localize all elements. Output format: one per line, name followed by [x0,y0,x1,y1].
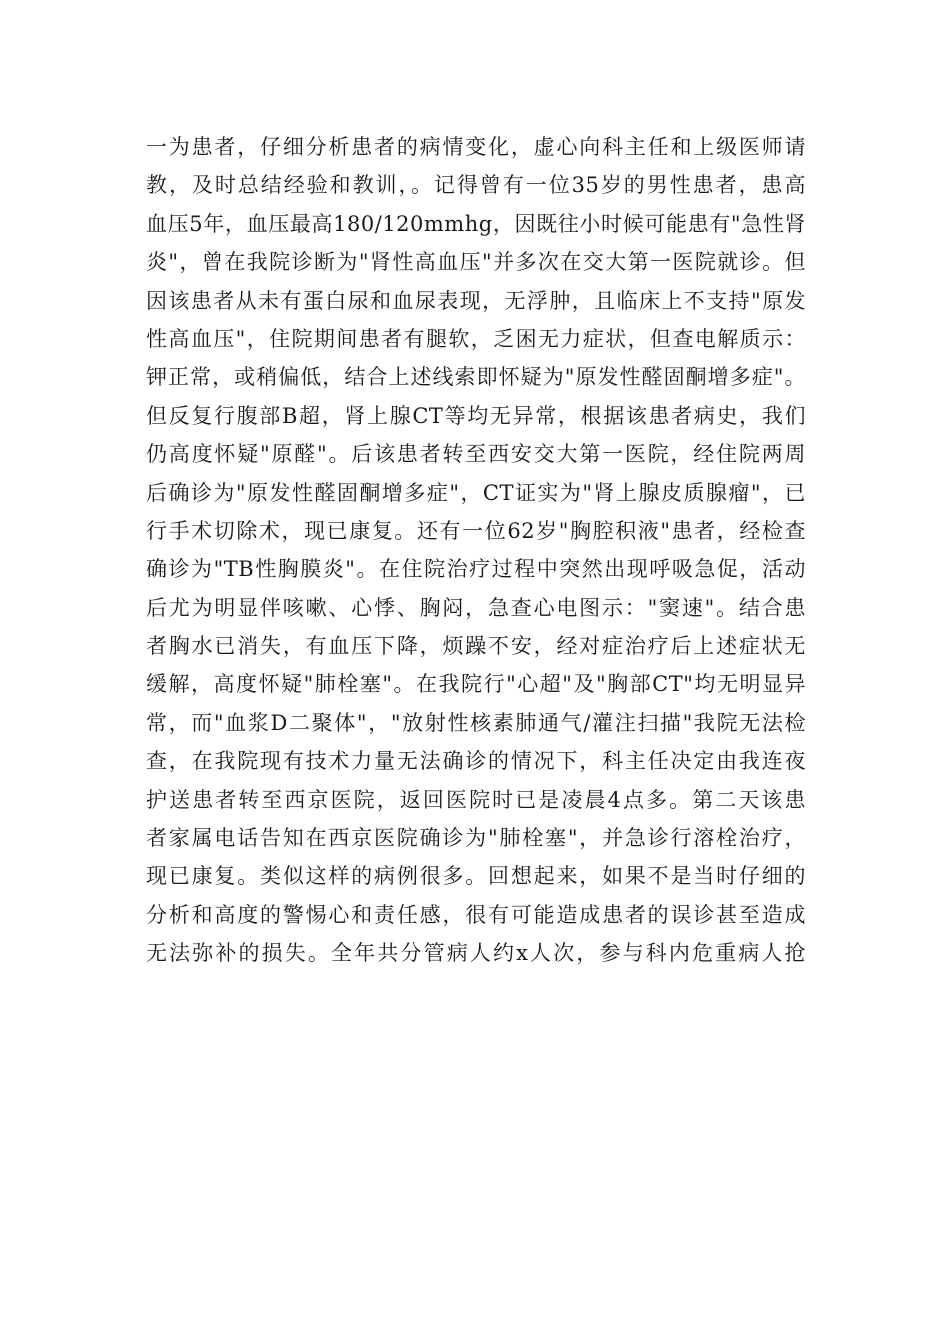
text-line: 后尤为明显伴咳嗽、心悸、胸闷，急查心电图示："窦速"。结合患 [146,595,806,620]
text-line: 者家属电话告知在西京医院确诊为"肺栓塞"，并急诊行溶栓治疗， [146,826,806,851]
text-line: 确诊为"TB性胸膜炎"。在住院治疗过程中突然出现呼吸急促，活动 [146,557,806,582]
text-line: 炎"，曾在我院诊断为"肾性高血压"并多次在交大第一医院就诊。但 [146,250,806,275]
text-line: 护送患者转至西京医院，返回医院时已是凌晨4点多。第二天该患 [146,787,806,812]
text-line: 一为患者，仔细分析患者的病情变化，虚心向科主任和上级医师请 [146,135,806,159]
text-line: 仍高度怀疑"原醛"。后该患者转至西安交大第一医院，经住院两周 [146,442,806,467]
text-line: 钾正常，或稍偏低，结合上述线索即怀疑为"原发性醛固酮增多症"。 [146,365,806,390]
text-line: 教，及时总结经验和教训，。记得曾有一位35岁的男性患者，患高 [146,173,806,198]
text-line: 分析和高度的警惕心和责任感，很有可能造成患者的误诊甚至造成 [146,902,806,927]
text-line: 缓解，高度怀疑"肺栓塞"。在我院行"心超"及"胸部CT"均无明显异 [146,672,806,697]
text-line: 常，而"血浆D二聚体"，"放射性核素肺通气/灌注扫描"我院无法检 [146,710,806,735]
text-line: 无法弥补的损失。全年共分管病人约x人次，参与科内危重病人抢 [146,941,806,966]
text-line: 因该患者从未有蛋白尿和血尿表现，无浮肿，且临床上不支持"原发 [146,288,806,313]
text-line: 但反复行腹部B超，肾上腺CT等均无异常，根据该患者病史，我们 [146,403,806,428]
text-line: 者胸水已消失，有血压下降，烦躁不安，经对症治疗后上述症状无 [146,634,806,659]
text-line: 后确诊为"原发性醛固酮增多症"，CT证实为"肾上腺皮质腺瘤"，已 [146,480,806,505]
text-line: 性高血压"，住院期间患者有腿软，乏困无力症状，但查电解质示： [146,326,806,351]
text-line: 行手术切除术，现已康复。还有一位62岁"胸腔积液"患者，经检查 [146,518,806,543]
text-line: 血压5年，血压最高180/120mmhg，因既往小时候可能患有"急性肾 [146,211,806,236]
body-paragraph [146,128,806,973]
text-line: 查，在我院现有技术力量无法确诊的情况下，科主任决定由我连夜 [146,749,806,774]
text-line: 现已康复。类似这样的病例很多。回想起来，如果不是当时仔细的 [146,864,806,889]
